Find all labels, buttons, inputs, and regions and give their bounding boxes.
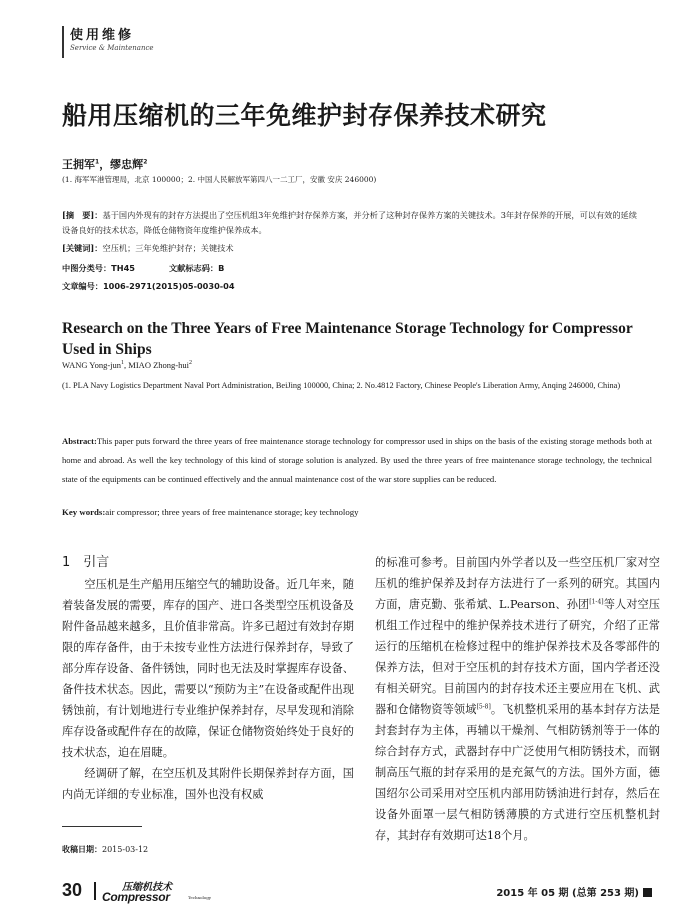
- paper-title-en: Research on the Three Years of Free Maintenance Storage Technology for Compressor Used in Ships: [62, 320, 633, 358]
- author-2-en-sup: 2: [188, 360, 192, 367]
- journal-logo: [102, 878, 242, 904]
- section-1-heading: 1 引言: [62, 555, 110, 570]
- doc-code-value: B: [218, 263, 225, 273]
- keywords-en: [62, 507, 359, 517]
- abstract-cn-text: 基于国内外现有的封存方法提出了空压机组3年免维护封存保养方案，并分析了这种封存保养方案的关键技术。3年封存保养的开展，可以有效的延续设备良好的技术状态，降低仓储物资年度维护保养成本。: [62, 210, 637, 235]
- author-1-en-sup: 1: [121, 360, 125, 367]
- journal-logo-cn: 压缩机技术: [122, 882, 172, 893]
- abstract-en-label: Abstract:: [62, 436, 97, 446]
- author-1-en: WANG Yong-jun: [62, 360, 122, 370]
- section-tag-bar: [62, 26, 64, 58]
- paper-title-cn: 船用压缩机的三年免维护封存保养技术研究: [62, 101, 547, 130]
- clc-value: TH45: [111, 263, 135, 273]
- journal-logo-sub: Technology: [188, 895, 212, 900]
- issue-info: [496, 884, 652, 899]
- abstract-cn: [62, 208, 640, 238]
- clc-label: 中图分类号：: [62, 263, 112, 273]
- para-text-b: 等人对空压机组工作过程中的维护保养技术进行了研究，介绍了正常运行的压缩机在检修过程中的维护保养技术及各零部件的保养方法，但对于空压机的封存技术方面，国内学者还没有相关研究。目前国内的封存技术还主要应用在飞机、武器和仓储物资等领域: [375, 598, 660, 716]
- author-2-sup: 2: [143, 158, 148, 166]
- abstract-en-text: This paper puts forward the three years of free maintenance storage technology for compressor used in ships on the basis of the existing storage methods both at home and abroad. As well the key technology of this kind of storage solution is analyzed. By used the three years of free maintenance storage technology, the technical state of the equipments can be continued effectively and the annual maintenance cost of the war store supplies can be reduced.: [62, 436, 652, 484]
- affiliation-en: (1. PLA Navy Logistics Department Naval Port Administration, BeiJing 100000, China; 2. No.4812 Factory, Chinese People's Liberation Army, Anqing 246000, China): [62, 381, 621, 390]
- article-number-row: [62, 281, 235, 292]
- keywords-cn: [62, 243, 234, 254]
- authors-en: [62, 360, 192, 370]
- authors-cn: [62, 156, 147, 172]
- received-date-value: 2015-03-12: [102, 845, 149, 854]
- page-number: 30: [62, 880, 83, 900]
- abstract-en: [62, 432, 652, 489]
- section-tag-cn: 使用维修: [70, 28, 135, 43]
- footer-divider: [94, 882, 96, 900]
- received-date: [62, 844, 148, 855]
- journal-logo-en: Compressor: [102, 890, 170, 904]
- keywords-cn-text: 空压机；三年免维护封存；关键技术: [102, 243, 234, 253]
- para-text-a: 的标准可参考。目前国内外学者以及一些空压机厂家对空压机的维护保养及封存方法进行了一系列的研究。其国内方面，唐克勤、张希斌、L.Pearson、孙团: [375, 556, 660, 611]
- affiliation-cn: (1. 海军军港管理局，北京 100000；2. 中国人民解放军第四八一二工厂，安徽 安庆 246000): [62, 175, 377, 184]
- section-1-paragraph-1: 空压机是生产船用压缩空气的辅助设备。近几年来，随着装备发展的需要，库存的国产、进口各类型空压机设备及附件备品越来越多，且价值非常高。许多已超过有效封存期限的库存备件，由于未按专业性方法进行保养封存，导致了部分库存设备、备件锈蚀，同时也无法及时掌握库存设备、备件技术状态。因此，需要以“预防为主”在设备或配件出现锈蚀前，有计划地进行专业维护保养封存，尽早发现和消除库存设备或配件存在的故障，保证仓储物资始终处于良好的技术状态，迫在眉睫。: [62, 578, 354, 759]
- section-1-paragraph-2: 经调研了解，在空压机及其附件长期保养封存方面，国内尚无详细的专业标准，国外也没有权威: [62, 767, 354, 801]
- received-date-label: 收稿日期：: [62, 845, 102, 854]
- body-column-left: [62, 552, 354, 805]
- author-1-sup: 1: [95, 158, 100, 166]
- abstract-cn-label: [摘 要]：: [62, 210, 103, 220]
- section-tag-en: Service & Maintenance: [70, 44, 154, 52]
- para-text-c: 。飞机整机采用的基本封存方法是封套封存为主体，再辅以干燥剂、气相防锈剂等于一体的综合封存方式，武器封存中广泛使用气相防锈技术，而钢制高压气瓶的封存采用的是充氮气的方法。国外方面，德国绍尔公司采用对空压机内部用防锈油进行封存，然后在设备外面罩一层气相防锈薄膜的方式进行空压机整机封存，其封存有效期可达18个月。: [375, 703, 660, 842]
- issue-square-mark: [643, 888, 652, 897]
- issue-text: 2015 年 05 期 (总第 253 期): [496, 888, 639, 899]
- keywords-cn-label: [关键词]：: [62, 243, 103, 253]
- article-no-label: 文章编号：: [62, 281, 103, 291]
- classification-row: [62, 263, 224, 274]
- keywords-en-text: air compressor; three years of free maintenance storage; key technology: [105, 507, 359, 517]
- author-2-cn: ，缪忠辉: [99, 158, 144, 171]
- keywords-en-label: Key words:: [62, 507, 106, 517]
- citation-5-8: [5-8]: [476, 703, 491, 711]
- author-1-cn: 王拥军: [62, 158, 95, 171]
- footnote-rule: [62, 826, 142, 827]
- author-2-en: , MIAO Zhong-hui: [124, 360, 189, 370]
- section-1-paragraph-2-cont: [375, 552, 660, 846]
- article-no-value: 1006-2971(2015)05-0030-04: [102, 281, 235, 291]
- doc-code-label: 文献标志码：: [168, 263, 219, 273]
- body-column-right: [375, 552, 660, 846]
- citation-1-4: [1-4]: [589, 598, 604, 606]
